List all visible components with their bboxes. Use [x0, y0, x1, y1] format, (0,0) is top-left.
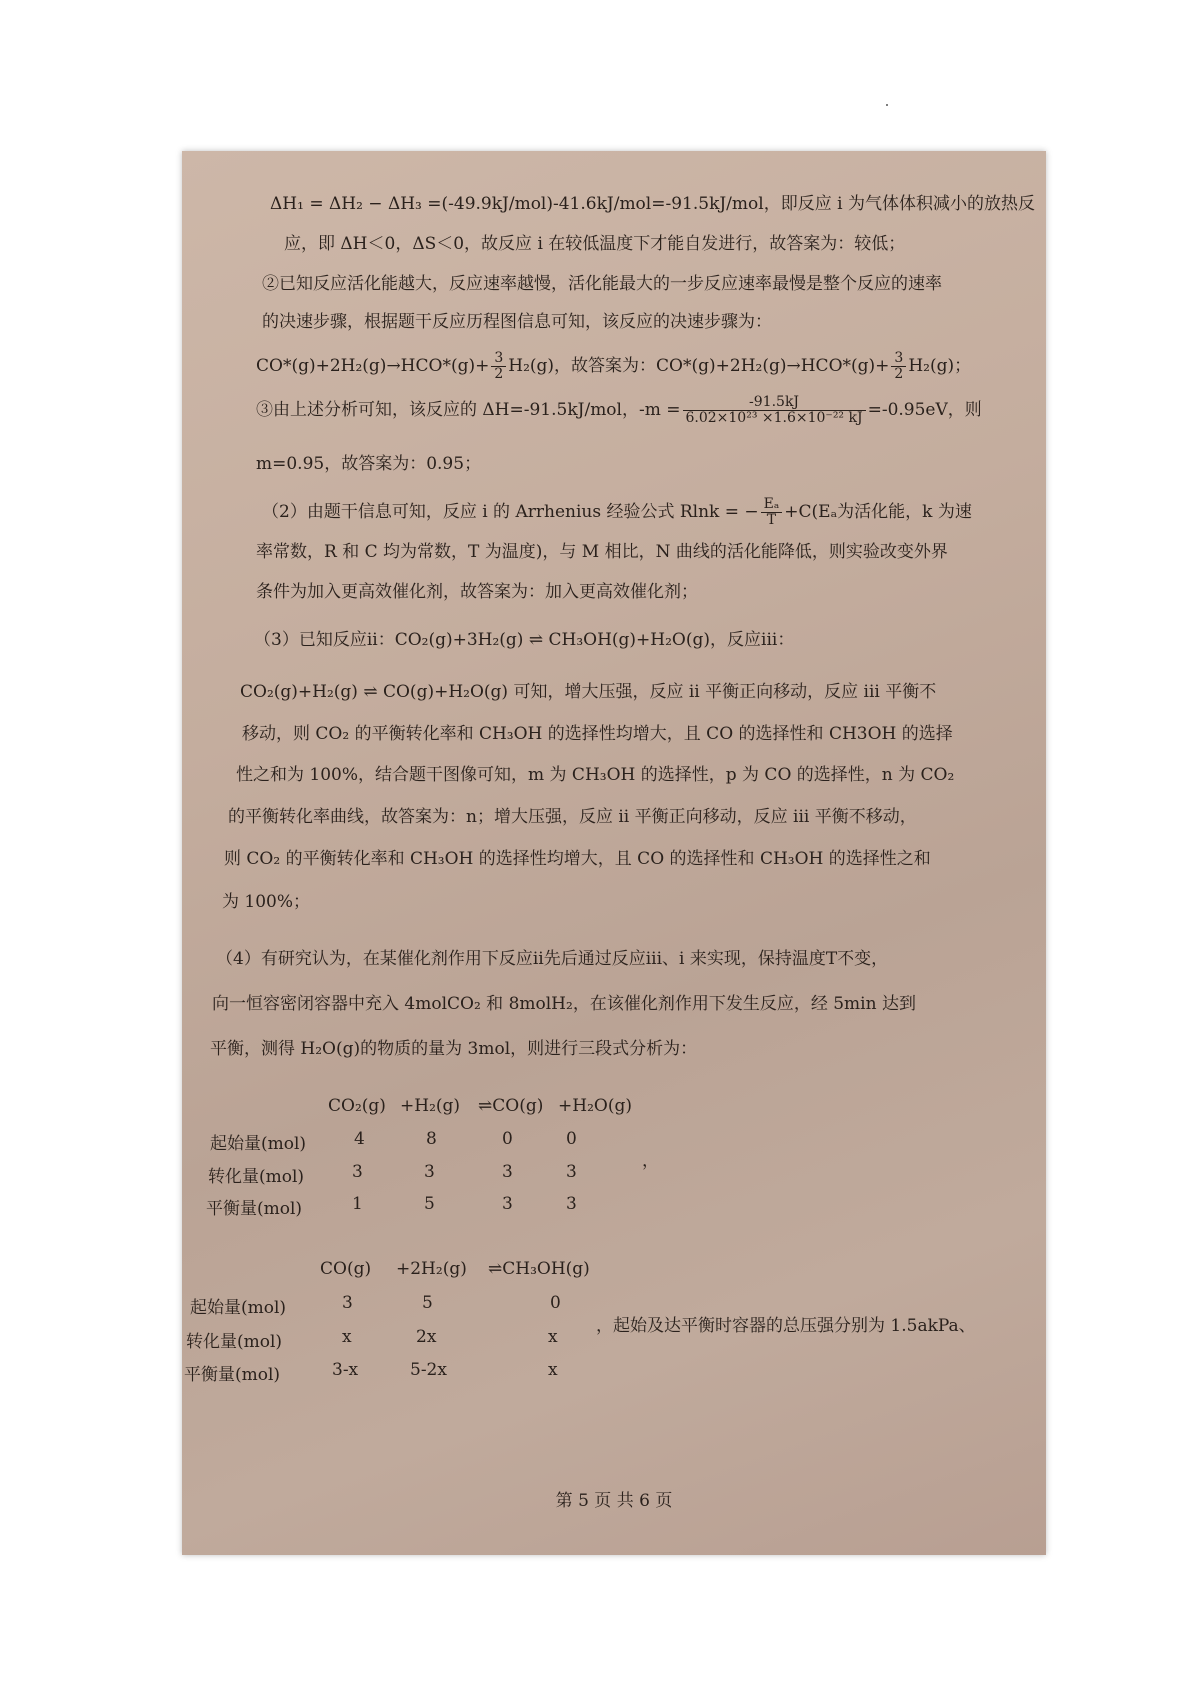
ev-result: =-0.95eV，则 — [867, 400, 982, 420]
table1-tail: ， — [642, 1151, 659, 1171]
table2-cell: 0 — [550, 1293, 561, 1313]
table1-cell: 0 — [502, 1129, 513, 1149]
table2-cell: 3-x — [332, 1360, 359, 1380]
table1-cell: 0 — [566, 1129, 577, 1149]
text-line-1: ΔH₁ = ΔH₂ − ΔH₃ =(-49.9kJ/mol)-41.6kJ/mol=-91.5kJ/mol，即反应 i 为气体体积减小的放热反 — [270, 194, 1035, 214]
three-stage-table-2 — [182, 1259, 1046, 1389]
table2-row-change-label: 转化量(mol) — [186, 1332, 283, 1352]
text-line-17: 为 100%； — [222, 892, 311, 912]
text-line-19: 向一恒容密闭容器中充入 4molCO₂ 和 8molH₂，在该催化剂作用下发生反应，经 5min 达到 — [212, 994, 916, 1014]
page-footer: 第 5 页 共 6 页 — [555, 1491, 673, 1511]
table1-header-co: ⇌CO(g) — [478, 1096, 544, 1116]
text-line-14: 性之和为 100%，结合题干图像可知，m 为 CH₃OH 的选择性，p 为 CO 的选择性，n 为 CO₂ — [236, 765, 955, 785]
arrhenius-tail: +C(Eₐ为活化能，k 为速 — [784, 502, 972, 522]
ea-over-t-fraction — [761, 497, 783, 528]
table1-cell: 3 — [424, 1162, 435, 1182]
table2-header-co: CO(g) — [320, 1259, 372, 1279]
table2-cell: 5-2x — [410, 1360, 447, 1380]
table2-cell: 3 — [342, 1293, 353, 1313]
fraction-numerator: Eₐ — [761, 497, 783, 513]
table2-header-ch3oh: ⇌CH₃OH(g) — [488, 1259, 590, 1279]
table1-cell: 3 — [502, 1194, 513, 1214]
fraction-three-halves — [491, 351, 506, 382]
fraction-denominator: 2 — [894, 366, 904, 382]
document-page — [182, 151, 1046, 1555]
text-line-12: CO₂(g)+H₂(g) ⇌ CO(g)+H₂O(g) 可知，增大压强，反应 ii 平衡正向移动，反应 iii 平衡不 — [240, 682, 937, 702]
text-line-9: 率常数，R 和 C 均为常数，T 为温度)，与 M 相比，N 曲线的活化能降低，则实验改变外界 — [256, 542, 948, 562]
answer-text: H₂(g)，故答案为：CO*(g)+2H₂(g)→HCO*(g)+ — [508, 356, 890, 376]
fraction-numerator: -91.5kJ — [683, 395, 866, 411]
table1-header-h2: +H₂(g) — [400, 1096, 461, 1116]
fraction-numerator: 3 — [891, 351, 906, 367]
table1-cell: 1 — [352, 1194, 363, 1214]
table2-cell: x — [548, 1327, 558, 1347]
text-line-13: 移动，则 CO₂ 的平衡转化率和 CH₃OH 的选择性均增大，且 CO 的选择性和 CH3OH 的选择 — [242, 724, 953, 744]
table2-tail: ，起始及达平衡时容器的总压强分别为 1.5akPa、 — [596, 1316, 976, 1336]
table2-cell: x — [548, 1360, 558, 1380]
table1-row-equilibrium-label: 平衡量(mol) — [206, 1199, 303, 1219]
table2-cell: 5 — [422, 1293, 433, 1313]
rate-step-equation: CO*(g)+2H₂(g)→HCO*(g)+ — [256, 356, 490, 376]
table2-cell: x — [342, 1327, 352, 1347]
table2-cell: 2x — [416, 1327, 437, 1347]
table1-header-h2o: +H₂O(g) — [558, 1096, 632, 1116]
table1-cell: 5 — [424, 1194, 435, 1214]
answer-tail: H₂(g)； — [908, 356, 972, 376]
energy-conversion-fraction — [683, 395, 866, 426]
delta-h-statement: ③由上述分析可知，该反应的 ΔH=-91.5kJ/mol，-m = — [256, 400, 681, 420]
table2-row-equilibrium-label: 平衡量(mol) — [184, 1365, 281, 1385]
text-line-20: 平衡，测得 H₂O(g)的物质的量为 3mol，则进行三段式分析为： — [210, 1039, 698, 1059]
fraction-denominator: T — [766, 512, 777, 528]
stray-dot — [886, 104, 888, 106]
text-line-4: 的决速步骤，根据题干反应历程图信息可知，该反应的决速步骤为： — [262, 312, 772, 332]
text-line-2: 应，即 ΔH＜0，ΔS＜0，故反应 i 在较低温度下才能自发进行，故答案为：较低； — [284, 234, 906, 254]
text-line-3: ②已知反应活化能越大，反应速率越慢，活化能最大的一步反应速率最慢是整个反应的速率 — [262, 274, 942, 294]
text-line-16: 则 CO₂ 的平衡转化率和 CH₃OH 的选择性均增大，且 CO 的选择性和 CH₃OH 的选择性之和 — [224, 849, 931, 869]
table1-cell: 3 — [352, 1162, 363, 1182]
text-line-15: 的平衡转化率曲线，故答案为：n；增大压强，反应 ii 平衡正向移动，反应 iii 平衡不移动， — [228, 807, 917, 827]
text-line-6 — [256, 395, 982, 426]
fraction-denominator: 2 — [494, 366, 504, 382]
table1-cell: 3 — [502, 1162, 513, 1182]
fraction-numerator: 3 — [491, 351, 506, 367]
table1-cell: 4 — [354, 1129, 365, 1149]
table1-row-change-label: 转化量(mol) — [208, 1167, 305, 1187]
text-line-10: 条件为加入更高效催化剂，故答案为：加入更高效催化剂； — [256, 582, 698, 602]
table1-cell: 8 — [426, 1129, 437, 1149]
table2-row-start-label: 起始量(mol) — [190, 1298, 287, 1318]
text-line-18: （4）有研究认为，在某催化剂作用下反应ii先后通过反应iii、i 来实现，保持温度T不变， — [216, 949, 889, 969]
table1-header-co2: CO₂(g) — [328, 1096, 386, 1116]
table1-row-start-label: 起始量(mol) — [210, 1134, 307, 1154]
text-line-8 — [262, 497, 972, 528]
table1-cell: 3 — [566, 1194, 577, 1214]
table2-header-h2: +2H₂(g) — [396, 1259, 467, 1279]
fraction-denominator: 6.02×10²³ ×1.6×10⁻²² kJ — [685, 410, 863, 426]
arrhenius-statement: （2）由题干信息可知，反应 i 的 Arrhenius 经验公式 Rlnk = − — [262, 502, 759, 522]
text-line-7: m=0.95，故答案为：0.95； — [256, 454, 482, 474]
three-stage-table-1 — [182, 1096, 1046, 1226]
table1-cell: 3 — [566, 1162, 577, 1182]
text-line-11: （3）已知反应ii：CO₂(g)+3H₂(g) ⇌ CH₃OH(g)+H₂O(g)，反应iii： — [254, 630, 795, 650]
fraction-three-halves-2 — [891, 351, 906, 382]
text-line-5 — [256, 351, 971, 382]
